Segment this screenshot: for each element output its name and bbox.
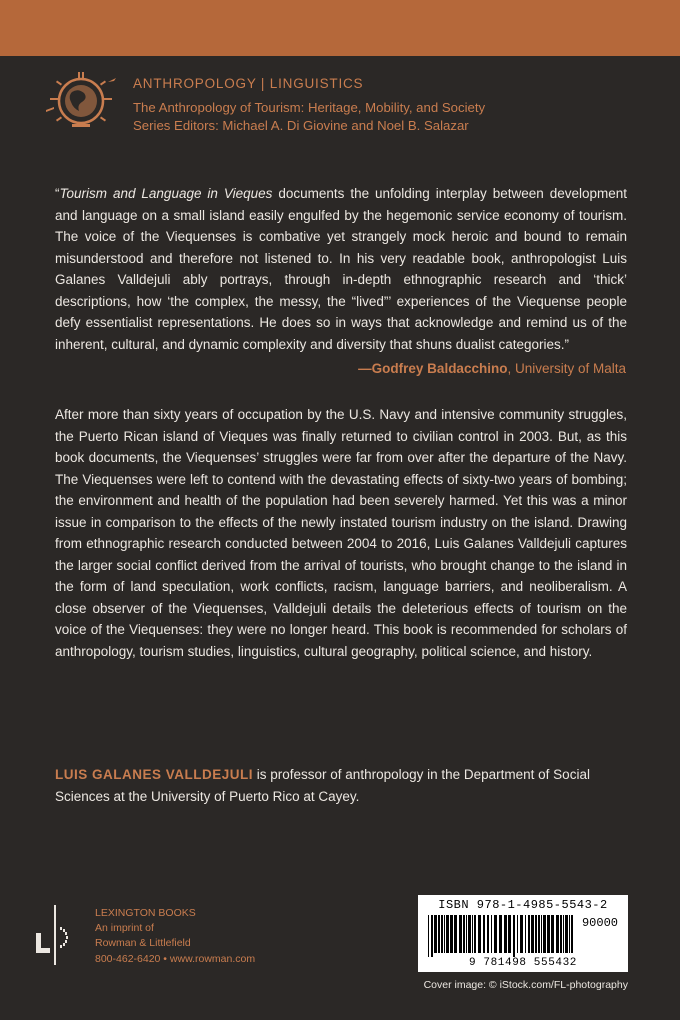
barcode-bar bbox=[513, 915, 515, 957]
series-logo-globe-icon bbox=[42, 70, 120, 132]
barcode-bar bbox=[472, 915, 473, 953]
barcode-bar bbox=[463, 915, 465, 953]
barcode-bar bbox=[441, 915, 443, 953]
barcode-bar bbox=[474, 915, 476, 953]
barcode-bar bbox=[468, 915, 471, 953]
barcode-bar bbox=[525, 915, 526, 953]
author-bio bbox=[55, 764, 627, 807]
barcode-bar bbox=[528, 915, 530, 953]
endorser-affiliation: , University of Malta bbox=[507, 361, 626, 376]
barcode-bar bbox=[556, 915, 559, 953]
series-editors: Series Editors: Michael A. Di Giovine and Noel B. Salazar bbox=[133, 118, 469, 133]
barcode-bar bbox=[543, 915, 546, 953]
barcode-bar bbox=[520, 915, 523, 953]
barcode-bar bbox=[531, 915, 534, 953]
barcode-bar bbox=[446, 915, 449, 953]
barcode-bar bbox=[504, 915, 507, 953]
quote-body: documents the unfolding interplay between development and language on a small island easily engulfed by the hegemonic service economy of tourism. The voice of the Viequenses is combative yet strangely mock heroic and bound to remain misunderstood and therefore not listened to. In his very readable book, anthropologist Luis Galanes Valldejuli ably portrays, through in-depth ethnographic research and ‘thick’ descriptions, how ‘the complex, the messy, the “lived”’ experiences of the Viequense people defy essentialist representations. He does so in ways that acknowledge and remind us of the inherent, cultural, and dynamic complexity and diversity that shuns dualist categories.” bbox=[55, 186, 627, 352]
barcode-bar bbox=[428, 915, 429, 957]
publisher-parent: Rowman & Littlefield bbox=[95, 937, 191, 950]
barcode-bar bbox=[459, 915, 462, 953]
series-title: The Anthropology of Tourism: Heritage, Mobility, and Society bbox=[133, 100, 486, 115]
barcode-bar bbox=[483, 915, 485, 953]
publisher-imprint-line: An imprint of bbox=[95, 922, 154, 935]
series-category: ANTHROPOLOGY | LINGUISTICS bbox=[133, 76, 364, 91]
barcode-bar bbox=[517, 915, 518, 953]
publisher-info bbox=[95, 906, 255, 967]
barcode-bar bbox=[499, 915, 502, 953]
barcode-bar bbox=[551, 915, 554, 953]
cover-image-credit: Cover image: © iStock.com/FL-photography bbox=[423, 979, 628, 991]
price-code: 90000 bbox=[581, 916, 618, 930]
barcode-bar bbox=[434, 915, 437, 953]
top-color-band bbox=[0, 0, 680, 56]
barcode-bar bbox=[491, 915, 492, 953]
barcode-bar bbox=[444, 915, 445, 953]
publisher-name: LEXINGTON BOOKS bbox=[95, 907, 196, 919]
isbn-barcode bbox=[418, 895, 628, 972]
barcode-bar bbox=[569, 915, 570, 953]
quoted-book-title: Tourism and Language in Vieques bbox=[59, 186, 273, 201]
series-header bbox=[133, 76, 653, 135]
barcode-bar bbox=[560, 915, 562, 953]
ean-digits: 9 781498 555432 bbox=[468, 957, 578, 969]
barcode-bar bbox=[487, 915, 489, 953]
endorsement-attribution bbox=[358, 358, 626, 380]
publisher-contact: 800-462-6420 • www.rowman.com bbox=[95, 952, 256, 965]
barcode-bar bbox=[541, 915, 542, 953]
barcode-bar bbox=[478, 915, 481, 953]
endorsement-quote bbox=[55, 183, 627, 355]
barcode-bar bbox=[563, 915, 564, 953]
ean-barcode-bars bbox=[426, 915, 574, 957]
book-description: After more than sixty years of occupation by the U.S. Navy and intensive community struggles, the Puerto Rican island of Vieques was finally returned to civilian control in 2003. But, as this book documents, the Viequenses’ struggles were far from over after the departure of the Navy. The Viequenses were left to contend with the devastating effects of sixty-two years of bombing; the environment and health of the population had been severely harmed. Yet this was a minor issue in comparison to the effects of the newly instated tourism industry on the island. Drawing from ethnographic research conducted between 2004 to 2016, Luis Galanes Valldejuli captures the larger social conflict derived from the arrival of tourists, who brought change to the island in the form of land speculation, work conflicts, racism, language barriers, and neoliberalism. A close observer of the Viequenses, Valldejuli details the deleterious effects of tourism on the voice of the Viequenses: they were no longer heard. This book is recommended for scholars of anthropology, tourism studies, linguistics, cultural geography, political science, and history. bbox=[55, 407, 627, 659]
barcode-bar bbox=[571, 915, 573, 953]
barcode-bar bbox=[535, 915, 537, 953]
barcode-bar bbox=[466, 915, 467, 953]
barcode-bar bbox=[450, 915, 453, 953]
barcode-bar bbox=[565, 915, 568, 953]
isbn-number: ISBN 978-1-4985-5543-2 bbox=[438, 898, 608, 912]
author-name: LUIS GALANES VALLDEJULI bbox=[55, 767, 254, 782]
barcode-bar bbox=[538, 915, 540, 953]
barcode-bar bbox=[508, 915, 511, 953]
barcode-bar bbox=[438, 915, 440, 953]
barcode-bar bbox=[431, 915, 433, 957]
barcode-bar bbox=[454, 915, 457, 953]
lexington-books-logo-icon bbox=[32, 905, 74, 965]
endorser-name: —Godfrey Baldacchino bbox=[358, 361, 508, 376]
barcode-bar bbox=[547, 915, 550, 953]
author-bio-text: is professor of anthropology in the Department of Social Sciences at the University of Puerto Rico at Cayey. bbox=[55, 767, 590, 804]
barcode-bar bbox=[494, 915, 497, 953]
quote-open-mark: “ bbox=[55, 186, 60, 201]
